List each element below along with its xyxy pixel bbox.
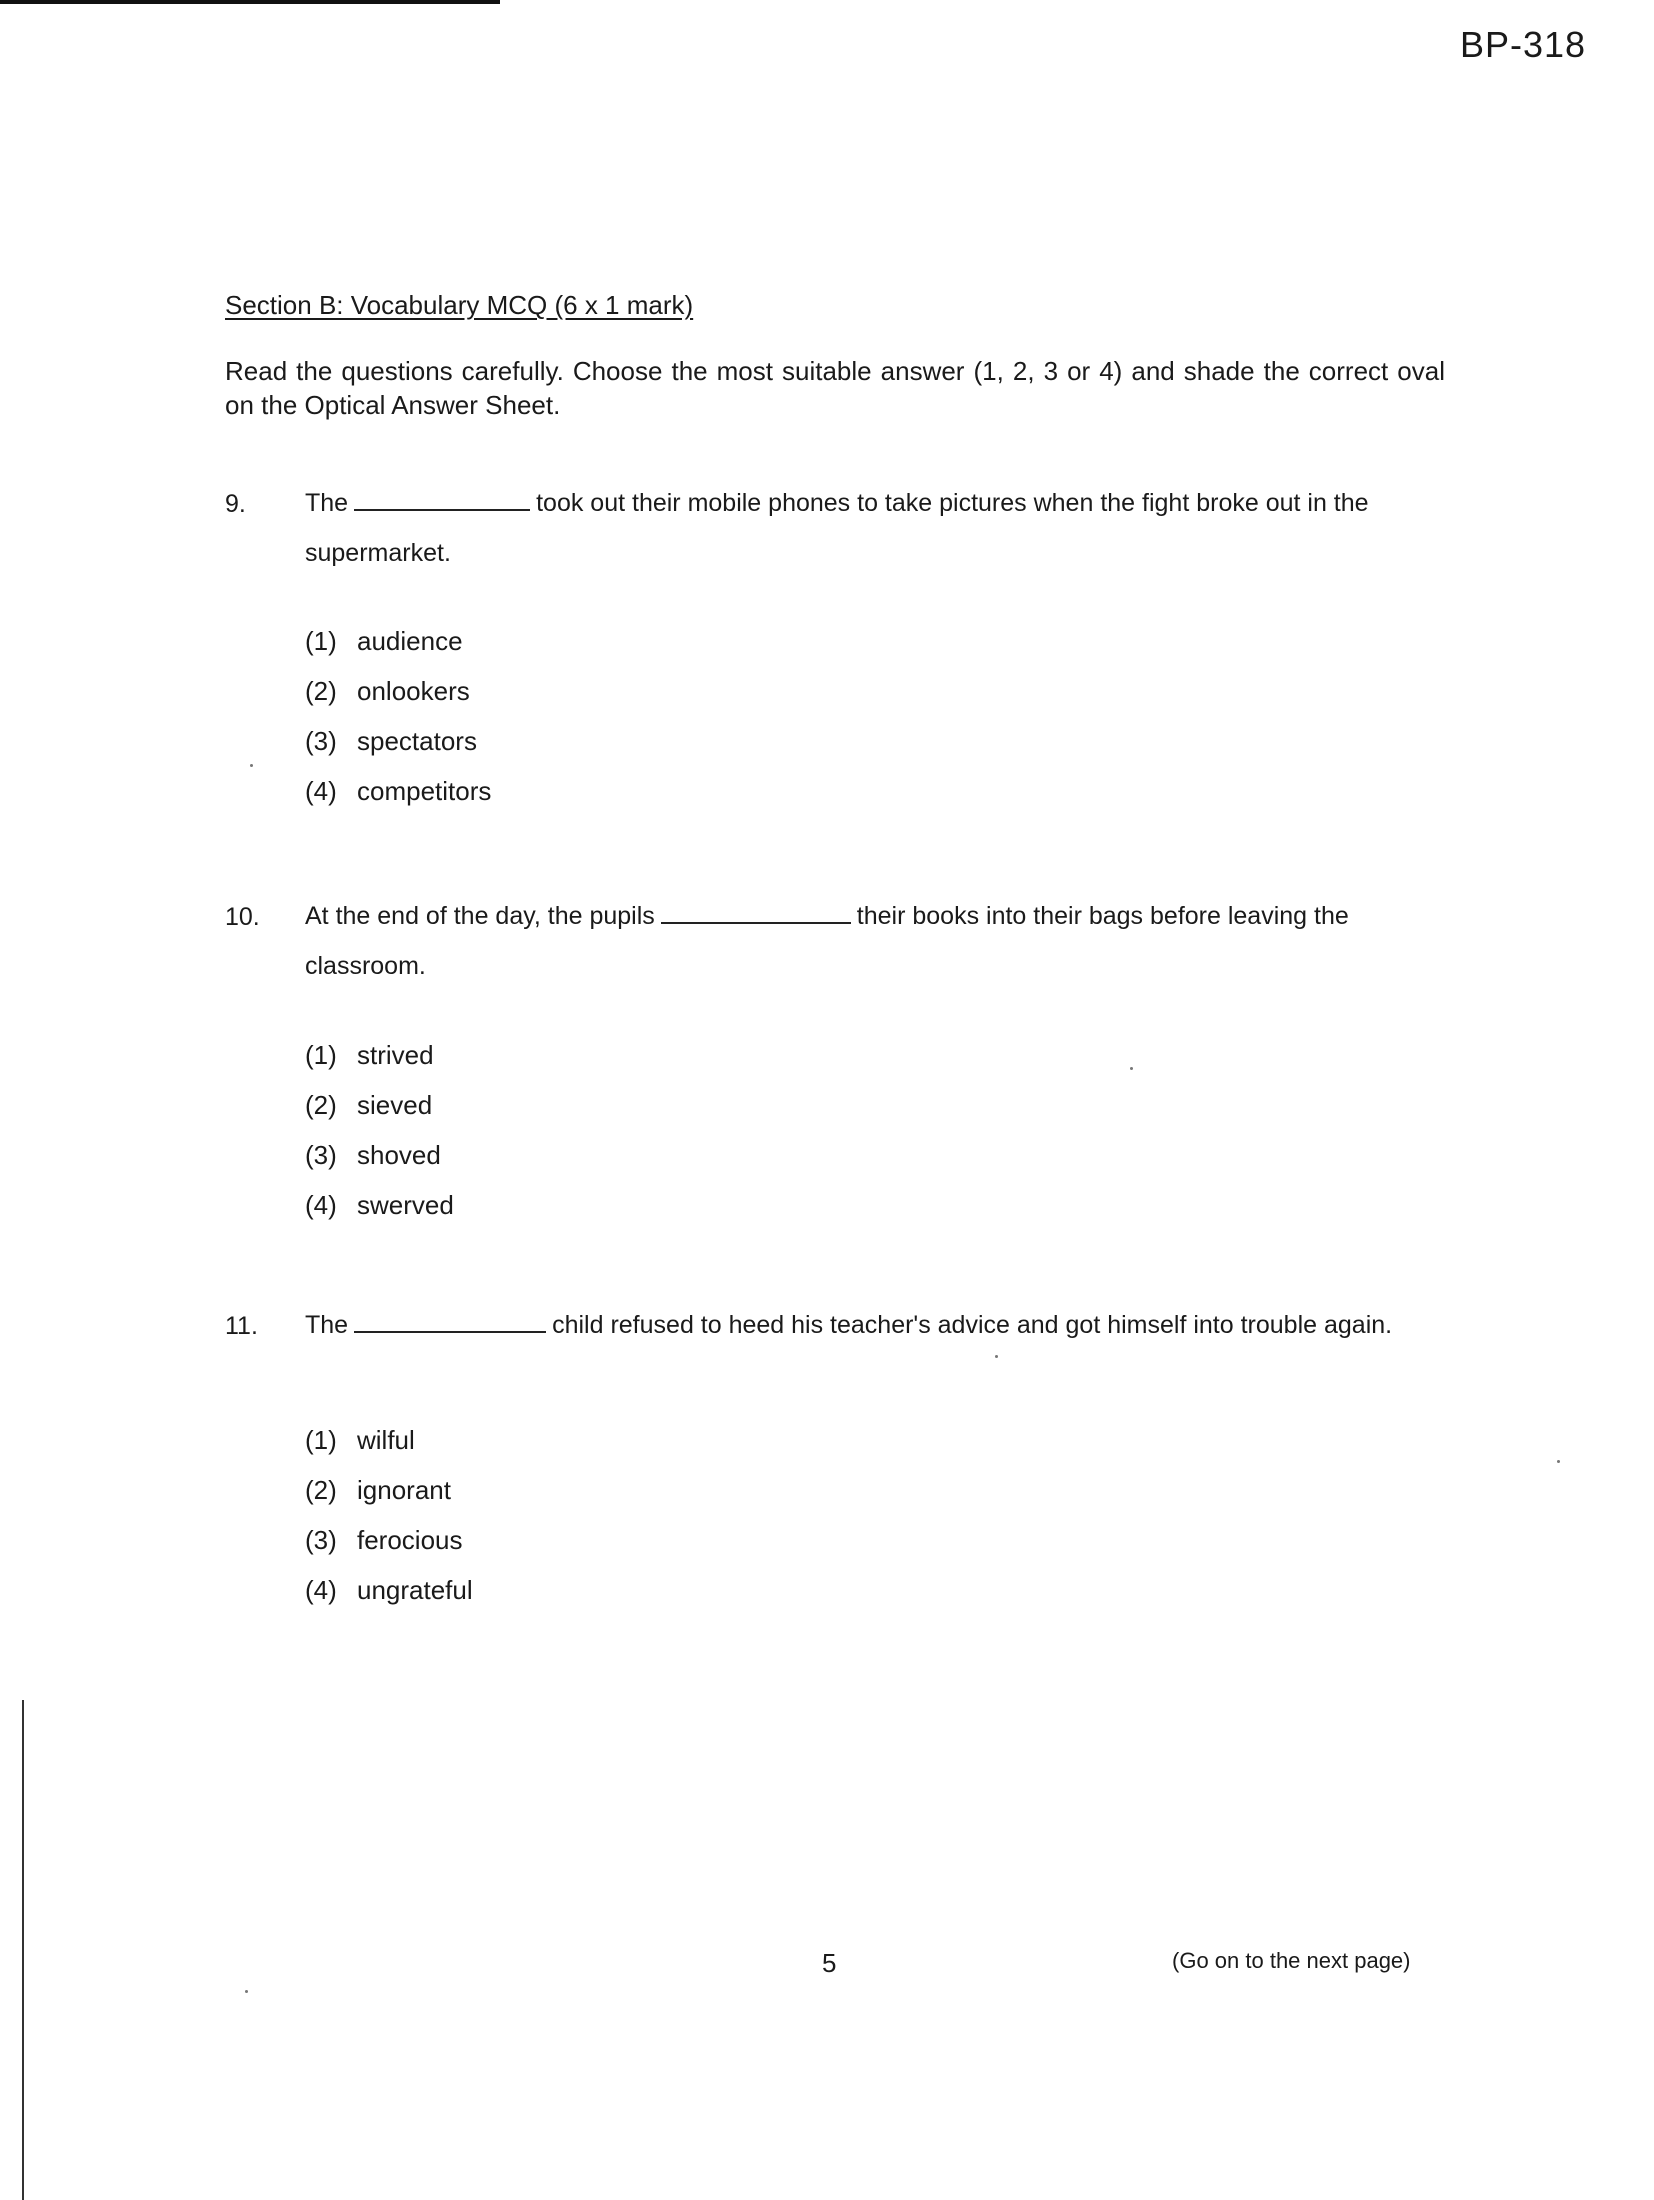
option-text: ignorant bbox=[357, 1475, 451, 1505]
option-number: (3) bbox=[305, 726, 337, 756]
option-text: onlookers bbox=[357, 676, 470, 706]
option-2 bbox=[305, 1465, 473, 1515]
option-1 bbox=[305, 1030, 454, 1080]
question-number: 9. bbox=[225, 490, 246, 518]
section-title: Section B: Vocabulary MCQ (6 x 1 mark) bbox=[225, 290, 694, 320]
question-number: 10. bbox=[225, 903, 260, 931]
stem-after-blank: their books into their bags before leaving the classroom. bbox=[305, 902, 1349, 980]
question-stem bbox=[305, 1300, 1435, 1350]
answer-blank bbox=[354, 487, 530, 511]
option-text: audience bbox=[357, 626, 463, 656]
paper-code: BP-318 bbox=[1460, 24, 1587, 65]
answer-blank bbox=[354, 1309, 546, 1333]
option-text: strived bbox=[357, 1040, 434, 1070]
option-number: (3) bbox=[305, 1140, 337, 1170]
options-list bbox=[305, 1030, 454, 1230]
section-instructions: Read the questions carefully. Choose the most suitable answer (1, 2, 3 or 4) and shade the correct oval on the Optical Answer Sheet. bbox=[225, 356, 1445, 420]
option-text: competitors bbox=[357, 776, 492, 806]
option-text: sieved bbox=[357, 1090, 433, 1120]
scan-edge-top bbox=[0, 0, 500, 4]
scan-speck bbox=[250, 764, 253, 767]
option-number: (3) bbox=[305, 1525, 337, 1555]
stem-before-blank: The bbox=[305, 1311, 349, 1339]
scan-speck bbox=[995, 1355, 998, 1358]
option-text: spectators bbox=[357, 726, 477, 756]
stem-after-blank: child refused to heed his teacher's advice and got himself into trouble again. bbox=[552, 1311, 1393, 1339]
option-number: (2) bbox=[305, 1475, 337, 1505]
options-list bbox=[305, 616, 491, 816]
option-4 bbox=[305, 1565, 473, 1615]
stem-before-blank: At the end of the day, the pupils bbox=[305, 902, 655, 930]
page-number: 5 bbox=[822, 1948, 837, 1978]
option-text: ferocious bbox=[357, 1525, 463, 1555]
option-3 bbox=[305, 716, 491, 766]
stem-after-blank: took out their mobile phones to take pictures when the fight broke out in the supermarket. bbox=[305, 489, 1369, 567]
stem-before-blank: The bbox=[305, 489, 349, 517]
question-stem bbox=[305, 478, 1455, 578]
option-4 bbox=[305, 1180, 454, 1230]
option-1 bbox=[305, 1415, 473, 1465]
scan-edge-left bbox=[22, 1700, 24, 2200]
option-number: (2) bbox=[305, 676, 337, 706]
option-3 bbox=[305, 1130, 454, 1180]
answer-blank bbox=[661, 900, 851, 924]
option-number: (2) bbox=[305, 1090, 337, 1120]
scan-speck bbox=[245, 1990, 248, 1993]
option-2 bbox=[305, 666, 491, 716]
scan-speck bbox=[1130, 1067, 1133, 1070]
option-4 bbox=[305, 766, 491, 816]
option-text: ungrateful bbox=[357, 1575, 473, 1605]
option-3 bbox=[305, 1515, 473, 1565]
scan-speck bbox=[1557, 1460, 1560, 1463]
options-list bbox=[305, 1415, 473, 1615]
option-text: shoved bbox=[357, 1140, 441, 1170]
option-1 bbox=[305, 616, 491, 666]
option-number: (4) bbox=[305, 776, 337, 806]
option-2 bbox=[305, 1080, 454, 1130]
option-text: wilful bbox=[357, 1425, 415, 1455]
option-text: swerved bbox=[357, 1190, 454, 1220]
option-number: (1) bbox=[305, 1425, 337, 1455]
option-number: (1) bbox=[305, 626, 337, 656]
option-number: (1) bbox=[305, 1040, 337, 1070]
continue-note: (Go on to the next page) bbox=[1172, 1948, 1411, 1973]
question-number: 11. bbox=[225, 1312, 258, 1340]
option-number: (4) bbox=[305, 1575, 337, 1605]
option-number: (4) bbox=[305, 1190, 337, 1220]
question-stem bbox=[305, 891, 1435, 991]
